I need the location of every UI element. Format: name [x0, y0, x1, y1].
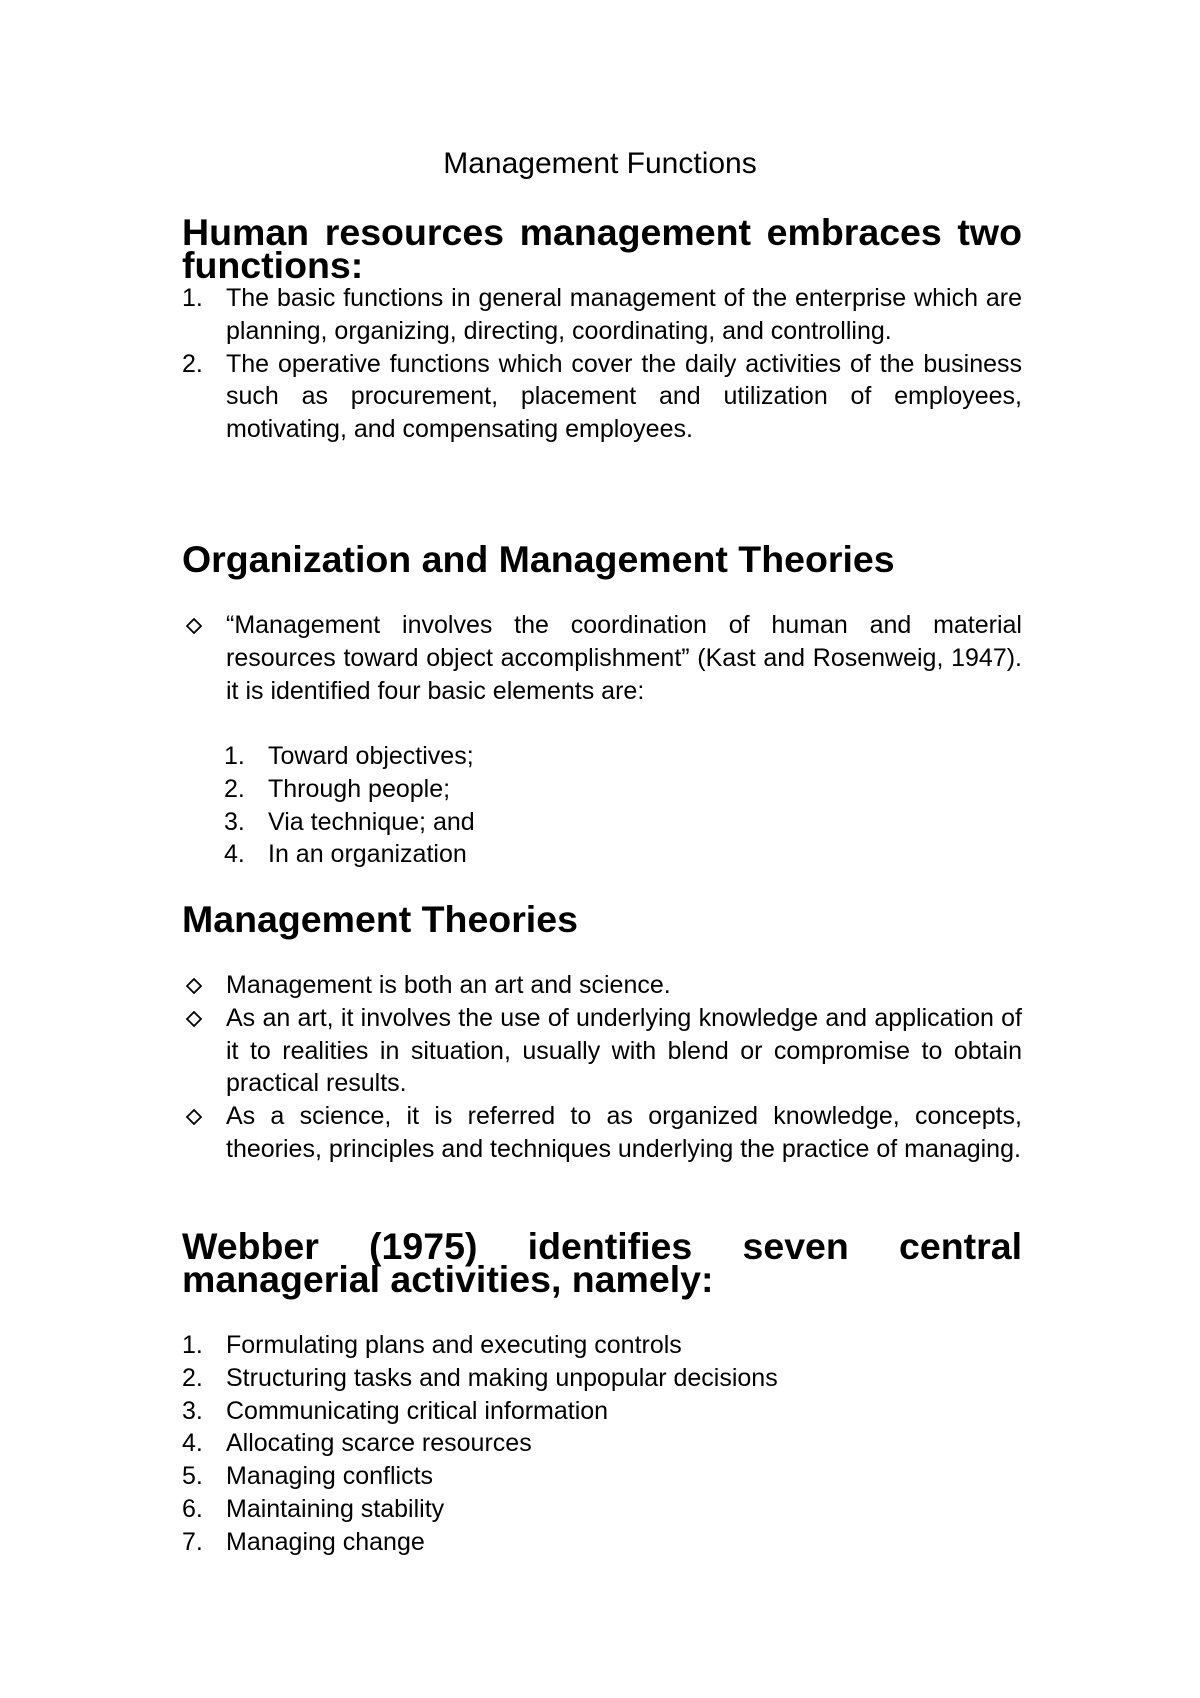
section-heading-webber-activities: Webber (1975) identifies seven central managerial activities, namely: — [182, 1225, 1022, 1300]
diamond-bullet-icon — [186, 1002, 216, 1035]
bullet-text: Management is both an art and science. — [226, 971, 671, 999]
list-item — [224, 838, 924, 871]
section-heading-hr-functions: Human resources management embraces two functions: — [182, 211, 1022, 286]
list-item — [182, 1329, 1022, 1362]
list-number: 1. — [224, 742, 245, 770]
list-item-text: Allocating scarce resources — [226, 1429, 532, 1458]
list-item — [182, 1526, 1022, 1559]
list-item — [182, 1427, 1022, 1460]
diamond-bullet-icon — [186, 969, 216, 1002]
list-item-text: Managing change — [226, 1527, 425, 1556]
list-number: 2. — [224, 774, 245, 803]
list-number: 2. — [182, 349, 203, 378]
list-number: 3. — [224, 807, 245, 836]
list-number: 2. — [182, 1363, 203, 1392]
list-item-text: Structuring tasks and making unpopular decisions — [226, 1363, 778, 1392]
list-number: 4. — [182, 1429, 203, 1458]
list-number: 6. — [182, 1494, 203, 1523]
diamond-bullet-icon — [186, 1100, 216, 1133]
list-item-text: Via technique; and — [268, 807, 475, 836]
bullet-text: As a science, it is referred to as organized knowledge, concepts, theories, principles and techniques underlying the practice of managing. — [226, 1102, 1022, 1163]
hr-functions-list — [182, 282, 1022, 446]
list-item — [182, 282, 1022, 348]
list-item-text: In an organization — [268, 840, 467, 869]
list-item — [224, 740, 924, 773]
list-number: 4. — [224, 840, 245, 869]
webber-activities-list — [182, 1329, 1022, 1559]
list-item — [224, 773, 924, 806]
bullet-text: As an art, it involves the use of underlying knowledge and application of it to realities in situation, usually with blend or compromise to obtain practical results. — [226, 1003, 1022, 1098]
list-item-text: Maintaining stability — [226, 1494, 445, 1523]
list-number: 1. — [182, 1331, 203, 1359]
list-item — [182, 348, 1022, 446]
list-number: 3. — [182, 1396, 203, 1425]
list-item — [182, 1362, 1022, 1395]
list-item-text: The basic functions in general management of the enterprise which are planning, organizing, directing, coordinating, and controlling. — [226, 284, 1022, 345]
list-number: 7. — [182, 1527, 203, 1556]
section-heading-management-theories: Management Theories — [182, 898, 578, 940]
list-item-text: Through people; — [268, 774, 451, 803]
page-title: Management Functions — [443, 147, 757, 180]
basic-elements-list — [224, 740, 924, 871]
management-theories-list — [182, 969, 1022, 1166]
diamond-bullet-icon — [186, 609, 216, 642]
list-item-text: Communicating critical information — [226, 1396, 609, 1425]
list-item-text: The operative functions which cover the daily activities of the business such as procurement, placement and utilization of employees, motivating, and compensating employees. — [226, 349, 1022, 444]
list-item — [182, 1460, 1022, 1493]
list-item — [182, 1395, 1022, 1428]
section-heading-org-theories: Organization and Management Theories — [182, 538, 895, 580]
list-item-text: Managing conflicts — [226, 1462, 434, 1491]
bullet-item — [182, 1100, 1022, 1166]
bullet-item — [182, 609, 1022, 707]
bullet-item — [182, 969, 1022, 1002]
bullet-item — [182, 1002, 1022, 1100]
quote-text: “Management involves the coordination of human and material resources toward object accomplishment” (Kast and Rosenweig, 1947). it is identified four basic elements are: — [226, 611, 1022, 705]
list-item-text: Toward objectives; — [268, 742, 474, 770]
list-item — [224, 806, 924, 839]
list-item-text: Formulating plans and executing controls — [226, 1331, 682, 1359]
list-item — [182, 1493, 1022, 1526]
list-number: 5. — [182, 1462, 203, 1491]
org-theories-quote — [182, 609, 1022, 707]
list-number: 1. — [182, 284, 203, 312]
